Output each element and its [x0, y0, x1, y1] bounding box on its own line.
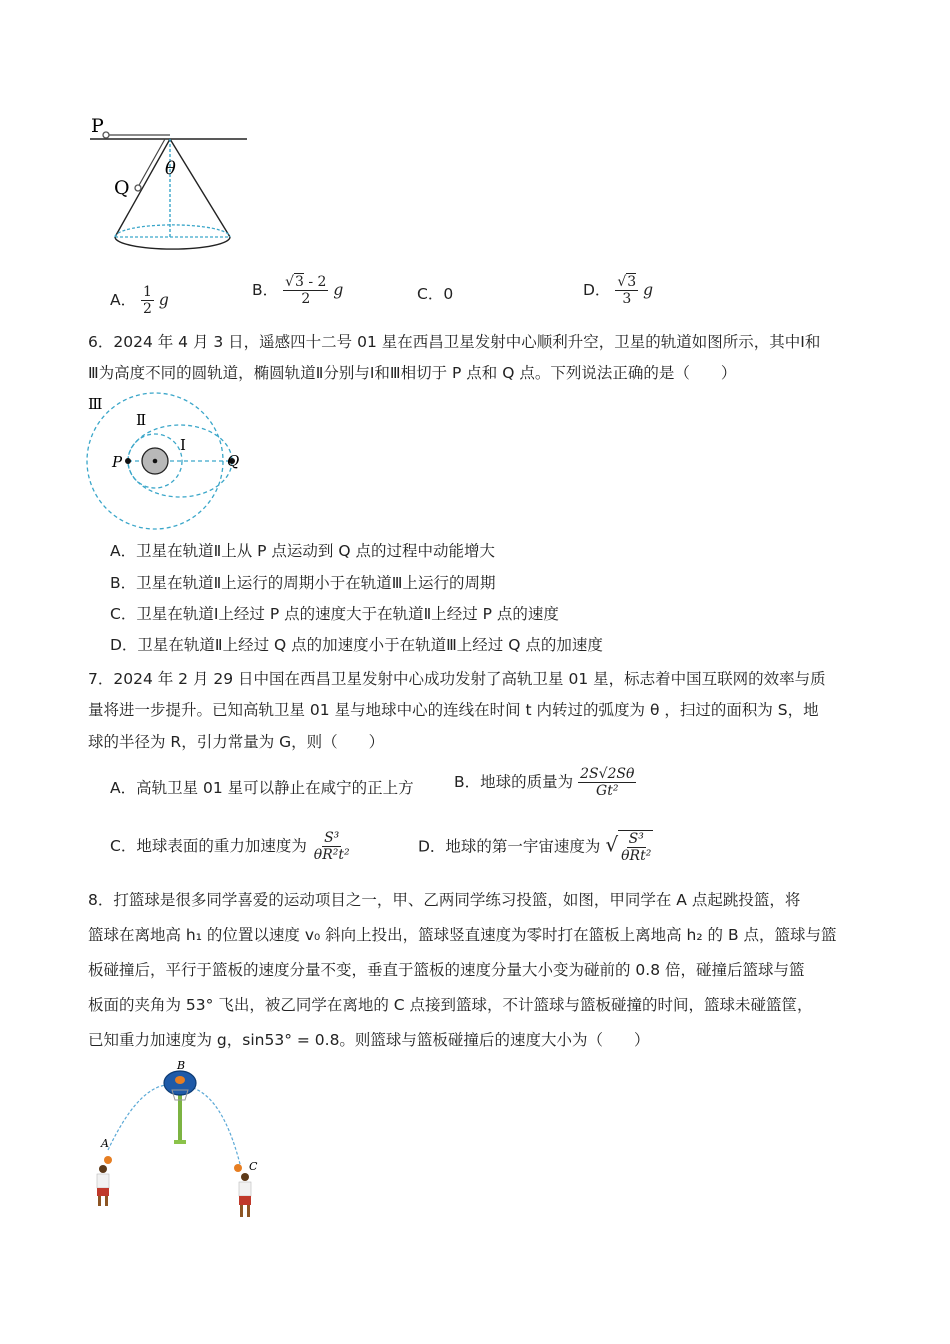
q7-stem-line2: 量将进一步提升。已知高轨卫星 01 星与地球中心的连线在时间 t 内转过的弧度为 θ ，扫过的面积为 S，地	[88, 701, 819, 719]
label-q: Q	[227, 452, 240, 470]
q6-stem-line1: 6．2024 年 4 月 3 日，遥感四十二号 01 星在西昌卫星发射中心顺利升空，卫星的轨道如图所示，其中Ⅰ和	[88, 333, 821, 351]
q7-option-d: D．地球的第一宇宙速度为 √ $\frac{\text{S³}}{\text{θRt²}}$	[418, 831, 652, 864]
q5-option-d: D． $\frac{√3}{3}$ g	[583, 274, 654, 307]
q8-stem-line3: 板碰撞后，平行于篮板的速度分量不变，垂直于篮板的速度分量大小变为碰前的 0.8 倍，碰撞后篮球与篮	[88, 961, 805, 979]
q8-stem-line1: 8．打篮球是很多同学喜爱的运动项目之一，甲、乙两同学练习投篮，如图，甲同学在 A 点起跳投篮，将	[88, 891, 801, 909]
q6-option-b: B．卫星在轨道Ⅱ上运行的周期小于在轨道Ⅲ上运行的周期	[110, 574, 496, 592]
q6-option-a: A．卫星在轨道Ⅱ上从 P 点运动到 Q 点的过程中动能增大	[110, 542, 495, 560]
q7-option-a: A．高轨卫星 01 星可以静止在咸宁的正上方	[110, 779, 414, 797]
q7-option-b: B．地球的质量为 $\frac{2S√2S\theta}{\text{Gt²}}$	[454, 766, 635, 799]
basketball-figure	[88, 1058, 278, 1226]
label-iii: Ⅲ	[88, 395, 103, 413]
q5-option-b: B． $\frac{√3 - 2}{2}$ g	[252, 274, 344, 307]
q7-stem-line1: 7．2024 年 2 月 29 日中国在西昌卫星发射中心成功发射了高轨卫星 01 星，标志着中国互联网的效率与质	[88, 670, 826, 688]
q5-option-a: A． $\frac{1}{2}$ g	[110, 284, 169, 317]
label-q: Q	[114, 177, 130, 199]
label-theta: θ	[165, 158, 176, 179]
q5-option-c: C．0	[417, 285, 454, 303]
q7-option-c: C．地球表面的重力加速度为 $\frac{\text{S³}}{\text{θR²t²}}$	[110, 830, 350, 863]
q8-stem-line5: 已知重力加速度为 g，sin53° = 0.8。则篮球与篮板碰撞后的速度大小为（ ）	[88, 1031, 650, 1049]
cone-figure	[85, 112, 255, 262]
q6-option-d: D．卫星在轨道Ⅱ上经过 Q 点的加速度小于在轨道Ⅲ上经过 Q 点的加速度	[110, 636, 603, 654]
q8-stem-line2: 篮球在离地高 h₁ 的位置以速度 v₀ 斜向上投出，篮球竖直速度为零时打在篮板上离地高 h₂ 的 B 点，篮球与篮	[88, 926, 837, 944]
orbit-figure	[84, 392, 249, 530]
label-p: P	[112, 453, 123, 471]
label-p: P	[91, 115, 104, 137]
label-i: Ⅰ	[180, 436, 186, 454]
q8-stem-line4: 板面的夹角为 53° 飞出，被乙同学在离地的 C 点接到篮球，不计篮球与篮板碰撞的时间，篮球未碰篮筐，	[88, 996, 813, 1014]
q7-stem-line3: 球的半径为 R，引力常量为 G，则（ ）	[88, 733, 385, 751]
label-b: B	[177, 1059, 186, 1072]
q6-stem-line2: Ⅲ为高度不同的圆轨道，椭圆轨道Ⅱ分别与Ⅰ和Ⅲ相切于 P 点和 Q 点。下列说法正确的是（ ）	[88, 364, 737, 382]
label-c: C	[249, 1160, 258, 1173]
label-a: A	[101, 1137, 109, 1150]
q6-option-c: C．卫星在轨道Ⅰ上经过 P 点的速度大于在轨道Ⅱ上经过 P 点的速度	[110, 605, 559, 623]
label-ii: Ⅱ	[136, 411, 147, 429]
